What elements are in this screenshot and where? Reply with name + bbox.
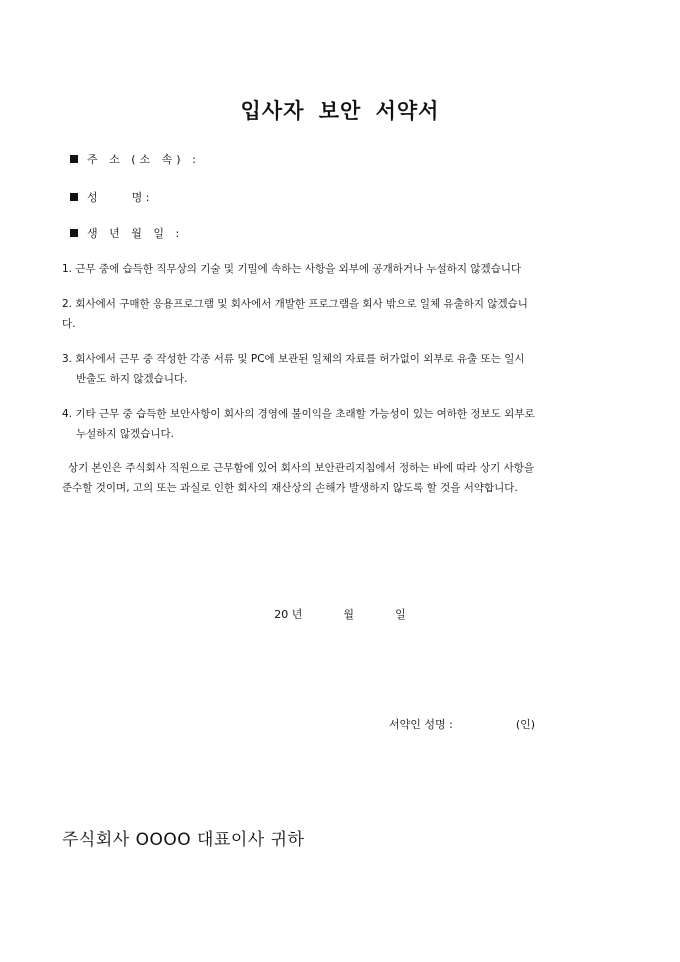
clause-3-text: 3. 회사에서 근무 중 작성한 각종 서류 및 PC에 보관된 일체의 자료를 허가없이 외부로 유출 또는 일시 [62,353,525,365]
date-month: 월 [343,608,355,621]
clause-2-continuation: 다. [62,318,76,330]
pledge-line-2: 준수할 것이며, 고의 또는 과실로 인한 회사의 재산상의 손해가 발생하지 않도록 할 것을 서약합니다. [62,482,518,494]
clause-2 [62,294,634,334]
address-field [70,151,200,167]
document-title: 입사자 보안 서약서 [240,99,440,123]
address-label: 주 소 (소 속) : [87,153,200,166]
name-label-first: 성 [87,191,98,204]
signer-line [389,716,535,732]
square-bullet-icon [70,229,78,237]
clause-1 [62,259,634,279]
birthdate-label: 생 년 월 일 : [87,227,184,240]
date-year: 20 년 [274,608,303,621]
clause-1-text: 1. 근무 중에 습득한 직무상의 기술 및 기밀에 속하는 사항을 외부에 공개하거나 누설하지 않겠습니다 [62,263,522,275]
clause-2-text: 2. 회사에서 구매한 응용프로그램 및 회사에서 개발한 프로그램을 회사 밖으로 일체 유출하지 않겠습니 [62,298,528,310]
date-day: 일 [395,608,406,621]
pledge-line-1: 상기 본인은 주식회사 직원으로 근무함에 있어 회사의 보안관리지침에서 정하는 바에 따라 상기 사항을 [68,462,535,474]
clause-3 [62,349,634,389]
clause-4 [62,404,634,444]
clause-3-continuation: 반출도 하지 않겠습니다. [76,373,188,385]
birthdate-field [70,225,183,241]
signer-label: 서약인 성명 : [389,718,453,731]
pledge-statement [62,458,634,498]
name-field [70,189,149,205]
name-label-second: 명 : [131,191,150,204]
square-bullet-icon [70,155,78,163]
square-bullet-icon [70,193,78,201]
clause-4-text: 4. 기타 근무 중 습득한 보안사항이 회사의 경영에 불이익을 초래할 가능성이 있는 여하한 정보도 외부로 [62,408,535,420]
date-line [0,606,680,622]
addressee: 주식회사 OOOO 대표이사 귀하 [62,830,305,850]
seal-mark: (인) [515,718,536,731]
clause-4-continuation: 누설하지 않겠습니다. [76,428,174,440]
